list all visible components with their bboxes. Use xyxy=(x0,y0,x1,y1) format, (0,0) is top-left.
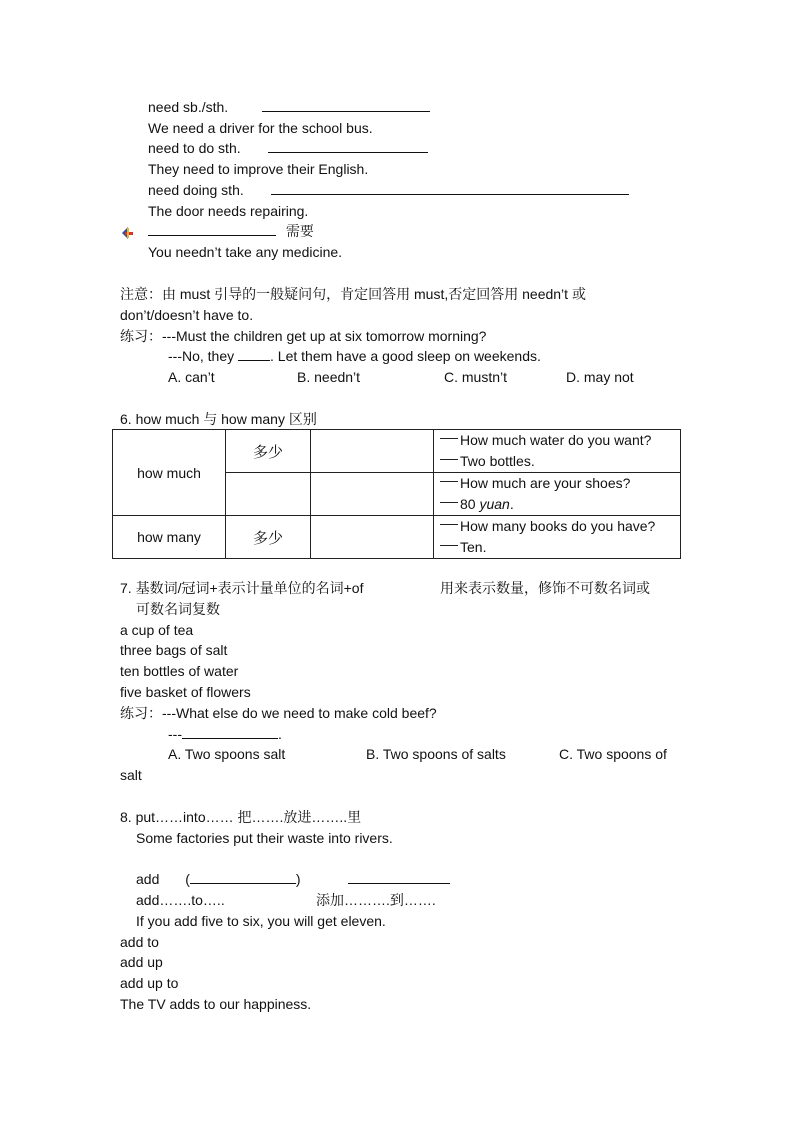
section-7-title-c: 可数名词复数 xyxy=(136,601,220,617)
word-how-many: how many xyxy=(113,516,226,559)
note-line-2: don’t/doesn’t have to. xyxy=(120,307,254,323)
example-answer-number: 80 xyxy=(460,496,476,512)
add-blank-2 xyxy=(348,870,450,884)
need-sb-sth xyxy=(148,98,430,116)
table-row xyxy=(113,516,681,559)
example-answer: Two bottles. xyxy=(460,453,535,469)
paren-open: ( xyxy=(185,871,190,887)
example-answer-end: . xyxy=(509,496,514,512)
need-sb-sth-text: need sb./sth. xyxy=(148,99,229,115)
example-cell xyxy=(434,473,681,516)
exercise-7-question xyxy=(120,704,437,722)
answer-prefix: ---No, they xyxy=(168,348,235,364)
blank-1 xyxy=(262,98,430,112)
adds-to-example: The TV adds to our happiness. xyxy=(120,996,312,1012)
option-c-wrap: salt xyxy=(120,767,142,783)
option-c: C. mustn’t xyxy=(444,369,508,385)
exercise-must-answer xyxy=(168,347,541,365)
empty-cell xyxy=(311,473,434,516)
blank-4 xyxy=(148,222,276,236)
answer-blank xyxy=(238,347,270,361)
phrase-add-to: add to xyxy=(120,934,159,950)
need-doing-text: need doing sth. xyxy=(148,182,244,198)
exercise-7-answer xyxy=(168,725,282,743)
section-7-title-a: 7. 基数词/冠词+表示计量单位的名词+of xyxy=(120,580,364,596)
section-6-title: 6. how much 与 how many 区别 xyxy=(120,411,317,427)
measure-example-1: a cup of tea xyxy=(120,622,194,638)
answer-suffix: . xyxy=(278,726,282,742)
answer-prefix: --- xyxy=(168,726,182,742)
exercise-label: 练习： xyxy=(120,328,162,344)
add-blank-1 xyxy=(190,870,296,884)
option-b: B. Two spoons of salts xyxy=(366,746,506,762)
need-example-3: The door needs repairing. xyxy=(148,203,309,219)
meaning-cell: 多少 xyxy=(226,516,311,559)
blank-2 xyxy=(268,139,428,153)
exercise-label: 练习： xyxy=(120,705,162,721)
example-question: How much are your shoes? xyxy=(460,475,631,491)
section-8-title: 8. put……into…… 把…….放进……..里 xyxy=(120,809,362,825)
add-to-meaning: 添加……….到……. xyxy=(316,892,436,908)
arrow-bullet-icon xyxy=(120,226,134,240)
option-c: C. Two spoons of xyxy=(559,746,667,762)
add-to-pattern: add…….to….. xyxy=(136,892,225,908)
need-modal-meaning: 需要 xyxy=(285,223,314,239)
option-a: A. Two spoons salt xyxy=(168,746,286,762)
need-to-do xyxy=(148,139,428,157)
add-example: If you add five to six, you will get eleven. xyxy=(136,913,386,929)
example-cell xyxy=(434,430,681,473)
exercise-question: ---Must the children get up at six tomorrow morning? xyxy=(162,328,487,344)
add-line xyxy=(136,870,450,888)
need-modal xyxy=(148,222,314,240)
answer-suffix: . Let them have a good sleep on weekends. xyxy=(270,348,541,364)
note-line-1: 注意：由 must 引导的一般疑问句，肯定回答用 must,否定回答用 needn’t 或 xyxy=(120,286,586,302)
need-example-2: They need to improve their English. xyxy=(148,161,369,177)
exercise-must-question xyxy=(120,327,486,345)
example-cell xyxy=(434,516,681,559)
phrase-add-up-to: add up to xyxy=(120,975,179,991)
blank-3 xyxy=(271,181,629,195)
table-row xyxy=(113,430,681,473)
need-example-4: You needn’t take any medicine. xyxy=(148,244,343,260)
example-question: How much water do you want? xyxy=(460,432,652,448)
example-answer: Ten. xyxy=(460,539,487,555)
empty-cell xyxy=(311,430,434,473)
empty-cell xyxy=(311,516,434,559)
need-to-do-text: need to do sth. xyxy=(148,140,241,156)
answer-blank xyxy=(182,725,278,739)
option-d: D. may not xyxy=(566,369,634,385)
example-answer-unit: yuan xyxy=(479,496,510,512)
how-much-many-table xyxy=(112,429,681,559)
option-b: B. needn’t xyxy=(297,369,361,385)
put-into-example: Some factories put their waste into rivers. xyxy=(136,830,393,846)
paren-close: ) xyxy=(295,871,301,887)
example-question: How many books do you have? xyxy=(460,518,656,534)
option-a: A. can’t xyxy=(168,369,215,385)
measure-example-3: ten bottles of water xyxy=(120,663,239,679)
exercise-question: ---What else do we need to make cold beef? xyxy=(162,705,437,721)
need-example-1: We need a driver for the school bus. xyxy=(148,120,373,136)
need-doing xyxy=(148,181,629,199)
word-how-much: how much xyxy=(113,430,226,516)
phrase-add-up: add up xyxy=(120,954,163,970)
section-7-title-b: 用来表示数量，修饰不可数名词或 xyxy=(440,580,650,596)
meaning-cell xyxy=(226,473,311,516)
measure-example-4: five basket of flowers xyxy=(120,684,251,700)
add-word: add xyxy=(136,871,160,887)
meaning-cell: 多少 xyxy=(226,430,311,473)
measure-example-2: three bags of salt xyxy=(120,642,228,658)
